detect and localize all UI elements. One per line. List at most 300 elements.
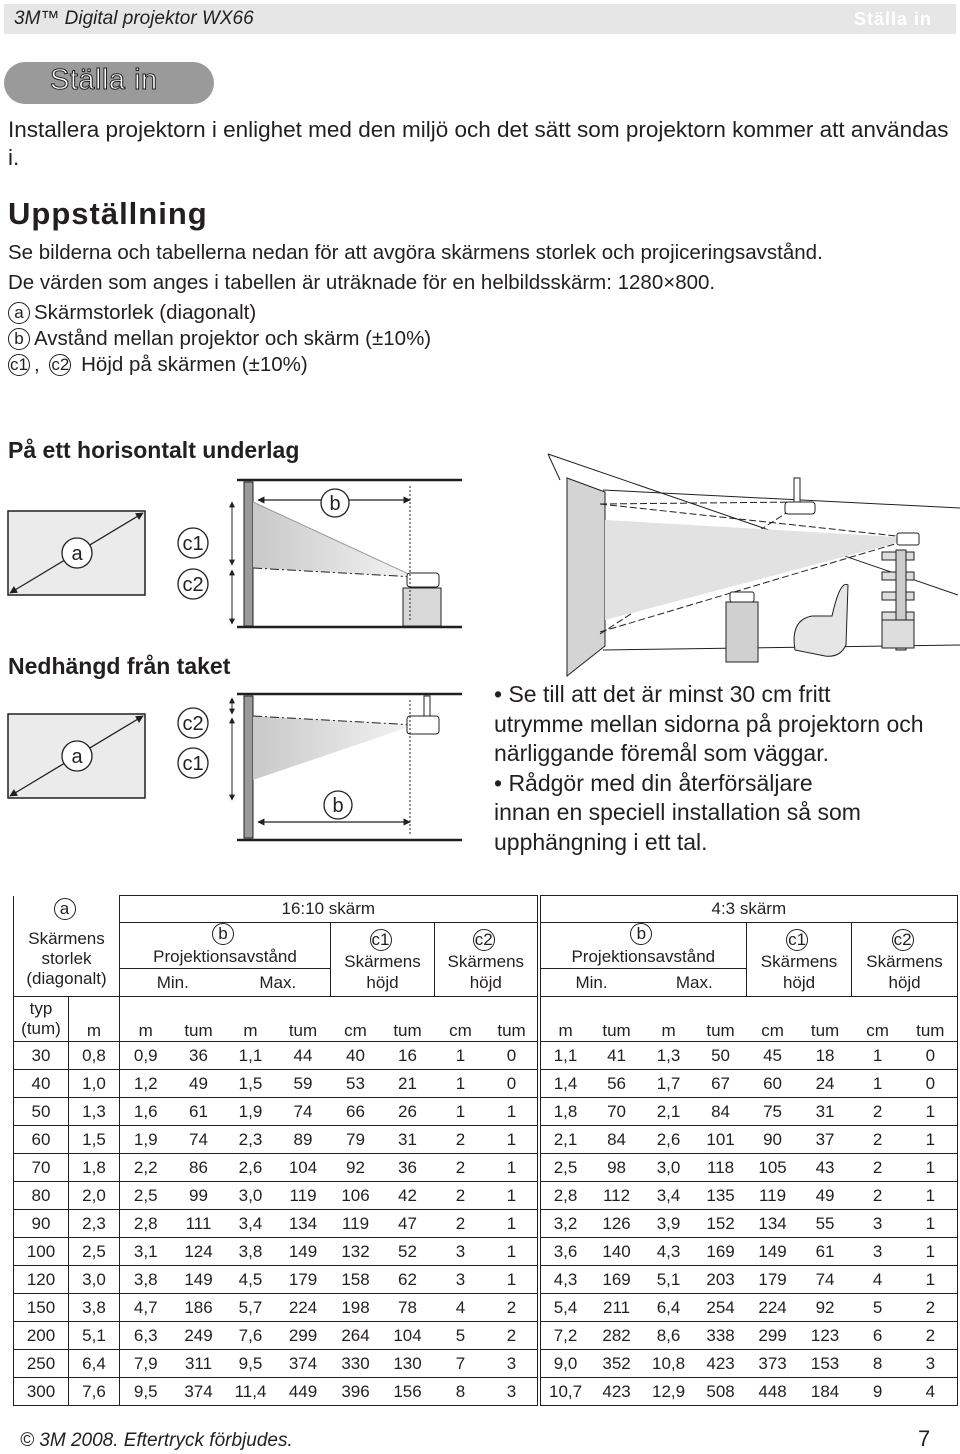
row-size-cell: 60 [14,1126,69,1154]
row-size-cell: 30 [14,1042,69,1070]
unit-cell: cm [852,997,904,1042]
screen-size-label-2: storlek [41,949,92,969]
table-cell: 70 [591,1098,643,1126]
table-cell: 9,5 [226,1350,276,1378]
table-cell: 1 [904,1154,958,1182]
table-cell: 338 [695,1322,747,1350]
note-1-line-2: utrymme mellan sidorna på projektorn och [494,710,924,737]
unit-cell: m [120,997,172,1042]
page-title: Ställa in [50,64,158,96]
height-label-c1-43-2: höjd [782,973,816,992]
unit-cell: m [226,997,276,1042]
row-size-cell: 150 [14,1294,69,1322]
table-cell: 1 [904,1098,958,1126]
table-cell: 119 [747,1182,799,1210]
typ-label-1: typ [29,999,53,1018]
table-cell: 5 [435,1322,487,1350]
table-cell: 59 [276,1070,331,1098]
height-label-c1-16-1: Skärmens [344,952,421,971]
group-4-3: 4:3 skärm [539,896,958,923]
table-cell: 55 [799,1210,852,1238]
note-2-line-2: innan en speciell installation så som [494,799,861,825]
table-cell: 49 [172,1070,226,1098]
table-mark-b-43: b [630,923,652,945]
row-size-cell: 40 [14,1070,69,1098]
table-cell: 132 [331,1238,381,1266]
table-cell: 5,7 [226,1294,276,1322]
table-cell: 4,5 [226,1266,276,1294]
table-cell: 50 [695,1042,747,1070]
table-cell: 2 [852,1098,904,1126]
table-cell: 118 [695,1154,747,1182]
table-cell: 10,7 [539,1378,591,1406]
table-row [14,1238,958,1266]
table-row [14,1042,958,1070]
row-size-cell: 90 [14,1210,69,1238]
row-size-cell: 50 [14,1098,69,1126]
table-cell: 3,4 [226,1210,276,1238]
min-16: Min. [120,969,226,997]
table-cell: 2,5 [120,1182,172,1210]
table-cell: 4,3 [643,1238,695,1266]
screen-size-label-1: Skärmens [28,929,105,949]
table-cell: 61 [172,1098,226,1126]
table-cell: 3,0 [226,1182,276,1210]
table-cell: 4 [435,1294,487,1322]
table-cell: 3,4 [643,1182,695,1210]
table-cell: 5,1 [69,1322,120,1350]
table-cell: 1 [435,1098,487,1126]
table-cell: 2 [852,1154,904,1182]
table-cell: 2,6 [226,1154,276,1182]
table-row [14,1350,958,1378]
table-cell: 111 [172,1210,226,1238]
table-cell: 11,4 [226,1378,276,1406]
table-cell: 448 [747,1378,799,1406]
table-cell: 1,5 [226,1070,276,1098]
table-cell: 79 [331,1126,381,1154]
table-cell: 2 [487,1294,539,1322]
table-cell: 2 [852,1182,904,1210]
table-mark-c2-16: c2 [473,929,495,951]
table-cell: 1 [852,1070,904,1098]
table-cell: 449 [276,1378,331,1406]
table-cell: 99 [172,1182,226,1210]
legend-text-a: Skärmstorlek (diagonalt) [34,301,257,324]
table-cell: 1 [904,1126,958,1154]
table-cell: 4 [904,1378,958,1406]
table-cell: 134 [747,1210,799,1238]
table-cell: 78 [381,1294,435,1322]
row-size-cell: 100 [14,1238,69,1266]
table-mark-b-16: b [212,923,234,945]
section-title: Ställa in [853,9,932,29]
table-cell: 169 [695,1238,747,1266]
height-label-c2-43-1: Skärmens [866,952,943,971]
floor-side-view [178,480,462,627]
table-cell: 3,9 [643,1210,695,1238]
table-cell: 3 [904,1350,958,1378]
table-cell: 1,7 [643,1070,695,1098]
table-cell: 104 [381,1322,435,1350]
table-cell: 198 [331,1294,381,1322]
document-title: 3M™ Digital projektor WX66 [14,8,254,29]
ceiling-side-view [178,694,462,840]
table-cell: 101 [695,1126,747,1154]
table-cell: 311 [172,1350,226,1378]
table-cell: 84 [695,1098,747,1126]
table-cell: 186 [172,1294,226,1322]
table-cell: 396 [331,1378,381,1406]
setup-line-1: Se bilderna och tabellerna nedan för att avgöra skärmens storlek och projiceringsavstånd. [8,241,823,264]
table-cell: 1 [487,1126,539,1154]
table-cell: 153 [799,1350,852,1378]
setup-heading: Uppställning [8,196,208,231]
table-mark-c2-43: c2 [892,929,914,951]
table-cell: 3 [435,1238,487,1266]
table-cell: 74 [276,1098,331,1126]
table-cell: 1,9 [226,1098,276,1126]
table-cell: 36 [172,1042,226,1070]
row-size-cell: 250 [14,1350,69,1378]
row-size-cell: 200 [14,1322,69,1350]
table-row [14,1098,958,1126]
unit-cell: tum [904,997,958,1042]
table-cell: 7,9 [120,1350,172,1378]
table-cell: 45 [747,1042,799,1070]
table-cell: 1 [852,1042,904,1070]
table-cell: 74 [172,1126,226,1154]
table-cell: 2 [852,1126,904,1154]
table-cell: 6,4 [643,1294,695,1322]
table-row [14,1210,958,1238]
unit-cell: m [539,997,591,1042]
table-cell: 7,6 [226,1322,276,1350]
table-cell: 31 [381,1126,435,1154]
table-cell: 224 [276,1294,331,1322]
table-cell: 140 [591,1238,643,1266]
table-cell: 299 [276,1322,331,1350]
table-cell: 106 [331,1182,381,1210]
table-cell: 3,6 [539,1238,591,1266]
unit-cell: tum [381,997,435,1042]
table-cell: 1 [904,1266,958,1294]
table-cell: 62 [381,1266,435,1294]
table-cell: 1,6 [120,1098,172,1126]
unit-cell: tum [172,997,226,1042]
table-cell: 3,8 [120,1266,172,1294]
legend-c [8,352,308,378]
table-cell: 254 [695,1294,747,1322]
table-cell: 3,0 [643,1154,695,1182]
floor-label-a: a [71,543,83,565]
unit-cell: m [643,997,695,1042]
room-perspective-illustration [548,454,960,676]
legend-mark-b: b [8,328,30,350]
table-cell: 282 [591,1322,643,1350]
table-cell: 4 [852,1266,904,1294]
table-cell: 1 [487,1266,539,1294]
table-cell: 31 [799,1098,852,1126]
table-cell: 224 [747,1294,799,1322]
ceiling-heading: Nedhängd från taket [8,653,231,679]
typ-label-2: (tum) [21,1019,61,1038]
table-cell: 18 [799,1042,852,1070]
legend-a [8,300,256,326]
table-cell: 42 [381,1182,435,1210]
table-cell: 2 [904,1294,958,1322]
table-cell: 126 [591,1210,643,1238]
table-cell: 1 [435,1042,487,1070]
legend-mark-c1: c1 [8,354,30,376]
table-row [14,1294,958,1322]
unit-cell: tum [591,997,643,1042]
table-cell: 0 [487,1042,539,1070]
intro-text: Installera projektorn i enlighet med den miljö och det sätt som projektorn kommer att användas i. [8,117,949,170]
table-cell: 1,9 [120,1126,172,1154]
note-1-line-3: närliggande föremål som väggar. [494,740,829,766]
height-label-c2-43-2: höjd [888,973,921,992]
table-cell: 3 [852,1210,904,1238]
unit-cell: cm [331,997,381,1042]
table-cell: 24 [799,1070,852,1098]
table-mark-a: a [54,898,76,920]
table-cell: 75 [747,1098,799,1126]
table-cell: 8 [435,1378,487,1406]
table-cell: 5,4 [539,1294,591,1322]
table-cell: 1,2 [120,1070,172,1098]
table-cell: 1 [487,1210,539,1238]
table-cell: 1,8 [69,1154,120,1182]
table-cell: 1,8 [539,1098,591,1126]
copyright: © 3M 2008. Eftertryck förbjudes. [20,1430,293,1451]
table-cell: 1,1 [539,1042,591,1070]
table-cell: 8,6 [643,1322,695,1350]
unit-cell: cm [747,997,799,1042]
table-cell: 2,1 [539,1126,591,1154]
table-cell: 105 [747,1154,799,1182]
table-cell: 41 [591,1042,643,1070]
table-cell: 1,4 [539,1070,591,1098]
unit-cell: tum [276,997,331,1042]
table-cell: 92 [331,1154,381,1182]
table-cell: 1,5 [69,1126,120,1154]
table-row [14,1266,958,1294]
table-cell: 156 [381,1378,435,1406]
table-cell: 2,3 [69,1210,120,1238]
units-row [14,997,958,1042]
table-cell: 66 [331,1098,381,1126]
table-cell: 374 [276,1350,331,1378]
table-cell: 135 [695,1182,747,1210]
ceiling-screen-front [8,714,145,798]
table-cell: 12,9 [643,1378,695,1406]
table-cell: 184 [799,1378,852,1406]
screen-size-label-3: (diagonalt) [26,969,107,989]
table-cell: 6 [852,1322,904,1350]
table-cell: 1,3 [643,1042,695,1070]
unit-cell: m [69,997,120,1042]
table-cell: 7 [435,1350,487,1378]
table-cell: 1 [487,1098,539,1126]
table-cell: 3,1 [120,1238,172,1266]
table-cell: 330 [331,1350,381,1378]
table-cell: 43 [799,1154,852,1182]
table-cell: 0,8 [69,1042,120,1070]
table-cell: 1 [904,1210,958,1238]
table-cell: 1 [487,1154,539,1182]
legend-b [8,326,431,352]
table-cell: 84 [591,1126,643,1154]
table-cell: 16 [381,1042,435,1070]
ceiling-label-b: b [332,795,344,817]
table-cell: 8 [852,1350,904,1378]
table-cell: 3 [487,1378,539,1406]
table-cell: 56 [591,1070,643,1098]
row-size-cell: 120 [14,1266,69,1294]
table-cell: 60 [747,1070,799,1098]
legend-text-b: Avstånd mellan projektor och skärm (±10%) [34,327,432,350]
proj-dist-43: Projektionsavstånd [571,947,716,966]
table-cell: 5 [852,1294,904,1322]
min-43: Min. [539,969,643,997]
table-row [14,1378,958,1406]
table-cell: 4,3 [539,1266,591,1294]
installation-notes [494,680,960,857]
table-cell: 67 [695,1070,747,1098]
note-2-line-3: upphängning i ett tal. [494,828,708,855]
table-cell: 9,0 [539,1350,591,1378]
row-size-cell: 300 [14,1378,69,1406]
table-cell: 9,5 [120,1378,172,1406]
table-cell: 89 [276,1126,331,1154]
floor-label-c2: c2 [182,574,204,596]
table-cell: 90 [747,1126,799,1154]
note-2-line-1: • Rådgör med din återförsäljare [494,769,813,796]
table-row [14,1126,958,1154]
floor-heading: På ett horisontalt underlag [8,437,300,463]
unit-cell: tum [487,997,539,1042]
table-cell: 3,8 [69,1294,120,1322]
table-cell: 7,2 [539,1322,591,1350]
table-cell: 2,5 [539,1154,591,1182]
table-cell: 1 [487,1238,539,1266]
table-header [14,896,958,1042]
page-number: 7 [918,1426,931,1451]
table-cell: 61 [799,1238,852,1266]
table-cell: 124 [172,1238,226,1266]
table-cell: 5,1 [643,1266,695,1294]
table-cell: 508 [695,1378,747,1406]
table-cell: 2,6 [643,1126,695,1154]
table-cell: 130 [381,1350,435,1378]
table-cell: 2 [904,1322,958,1350]
table-cell: 169 [591,1266,643,1294]
unit-cell: tum [695,997,747,1042]
height-label-c2-16-1: Skärmens [447,952,525,971]
table-cell: 299 [747,1322,799,1350]
table-cell: 158 [331,1266,381,1294]
table-cell: 98 [591,1154,643,1182]
table-cell: 92 [799,1294,852,1322]
table-cell: 1,1 [226,1042,276,1070]
table-cell: 149 [747,1238,799,1266]
unit-cell: cm [435,997,487,1042]
table-cell: 119 [331,1210,381,1238]
table-cell: 0 [904,1070,958,1098]
table-cell: 2 [435,1154,487,1182]
height-label-c2-16-2: höjd [469,973,502,992]
max-16: Max. [226,969,331,997]
table-cell: 1 [904,1238,958,1266]
table-cell: 104 [276,1154,331,1182]
table-cell: 119 [276,1182,331,1210]
table-cell: 3 [852,1238,904,1266]
setup-line-2: De värden som anges i tabellen är uträknade för en helbildsskärm: 1280×800. [8,271,716,294]
table-cell: 9 [852,1378,904,1406]
ceiling-label-c1: c1 [182,753,204,775]
note-1-line-1: • Se till att det är minst 30 cm fritt [494,681,831,707]
table-cell: 134 [276,1210,331,1238]
table-cell: 10,8 [643,1350,695,1378]
floor-label-b: b [329,493,341,515]
table-cell: 1,0 [69,1070,120,1098]
table-cell: 3,2 [539,1210,591,1238]
table-cell: 203 [695,1266,747,1294]
table-cell: 2,8 [120,1210,172,1238]
table-cell: 249 [172,1322,226,1350]
table-cell: 2 [435,1182,487,1210]
ceiling-label-a: a [71,746,83,768]
table-cell: 2 [435,1210,487,1238]
legend-sep: , [34,353,40,376]
table-cell: 4,7 [120,1294,172,1322]
table-cell: 49 [799,1182,852,1210]
max-43: Max. [643,969,747,997]
table-body [14,1042,958,1406]
table-cell: 264 [331,1322,381,1350]
table-cell: 3,8 [226,1238,276,1266]
ceiling-label-c2: c2 [182,713,204,735]
table-cell: 2,3 [226,1126,276,1154]
proj-dist-16: Projektionsavstånd [153,947,297,966]
table-cell: 0 [904,1042,958,1070]
table-cell: 36 [381,1154,435,1182]
table-cell: 2,1 [643,1098,695,1126]
table-row [14,1070,958,1098]
table-cell: 26 [381,1098,435,1126]
floor-label-c1: c1 [182,533,204,555]
row-size-cell: 80 [14,1182,69,1210]
table-cell: 74 [799,1266,852,1294]
table-cell: 7,6 [69,1378,120,1406]
legend-text-c: Höjd på skärmen (±10%) [81,353,308,376]
table-cell: 53 [331,1070,381,1098]
unit-cell: tum [799,997,852,1042]
table-cell: 423 [591,1378,643,1406]
table-cell: 47 [381,1210,435,1238]
table-cell: 1 [435,1070,487,1098]
legend-mark-a: a [8,302,30,324]
table-cell: 6,4 [69,1350,120,1378]
table-cell: 1 [487,1182,539,1210]
table-cell: 1,3 [69,1098,120,1126]
projection-distance-table [13,895,958,1406]
table-cell: 44 [276,1042,331,1070]
table-cell: 352 [591,1350,643,1378]
table-cell: 37 [799,1126,852,1154]
group-16-10: 16:10 skärm [120,896,539,923]
